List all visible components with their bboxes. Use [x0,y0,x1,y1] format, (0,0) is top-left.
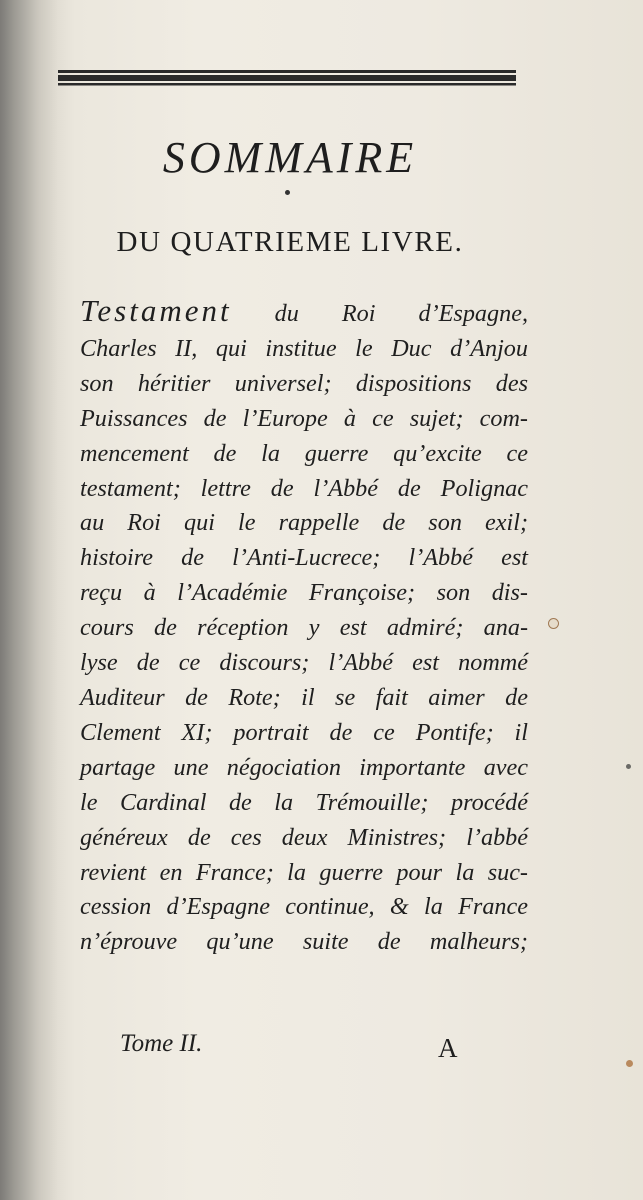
text-line: cession d’Espagne continue, & la France [80,893,528,921]
text-line: histoire de l’Anti-Lucrece; l’Abbé est [80,544,528,572]
text-line: au Roi qui le rappelle de son exil; [80,509,528,537]
paper-foxing-spot [626,1060,633,1067]
title-ornament-dot [285,190,290,195]
text-line: généreux de ces deux Ministres; l’abbé [80,823,528,851]
paper-foxing-spot [548,618,559,629]
text-line: Puissances de l’Europe à ce sujet; com- [80,404,528,432]
paper-foxing-spot [626,764,631,769]
text-line: Testament du Roi d’Espagne, [80,293,528,328]
volume-marker: Tome II. [120,1030,203,1057]
summary-text [80,294,528,960]
page-subtitle: DU QUATRIEME LIVRE. [116,226,464,258]
page-title: SOMMAIRE [162,133,418,182]
text-line: n’éprouve qu’une suite de malheurs; [80,928,528,956]
text-line: le Cardinal de la Trémouille; procédé [80,788,528,816]
text-line: revient en France; la guerre pour la suc- [80,858,528,886]
text-line: Clement XI; portrait de ce Pontife; il [80,718,528,746]
text-line: cours de réception y est admiré; ana- [80,614,528,642]
opening-word: Testament [80,293,232,328]
text-line: testament; lettre de l’Abbé de Polignac [80,474,528,502]
text-line: mencement de la guerre qu’excite ce [80,439,528,467]
signature-mark: A [438,1033,458,1063]
text-line: lyse de ce discours; l’Abbé est nommé [80,649,528,677]
text-line: reçu à l’Académie Françoise; son dis- [80,579,528,607]
header-ornament-rule [58,68,516,90]
text-line: son héritier universel; dispositions des [80,369,528,397]
page-gutter-shadow [0,0,58,1200]
text-line: partage une négociation importante avec [80,753,528,781]
text-line: Charles II, qui institue le Duc d’Anjou [80,334,528,362]
text-line: Auditeur de Rote; il se fait aimer de [80,683,528,711]
